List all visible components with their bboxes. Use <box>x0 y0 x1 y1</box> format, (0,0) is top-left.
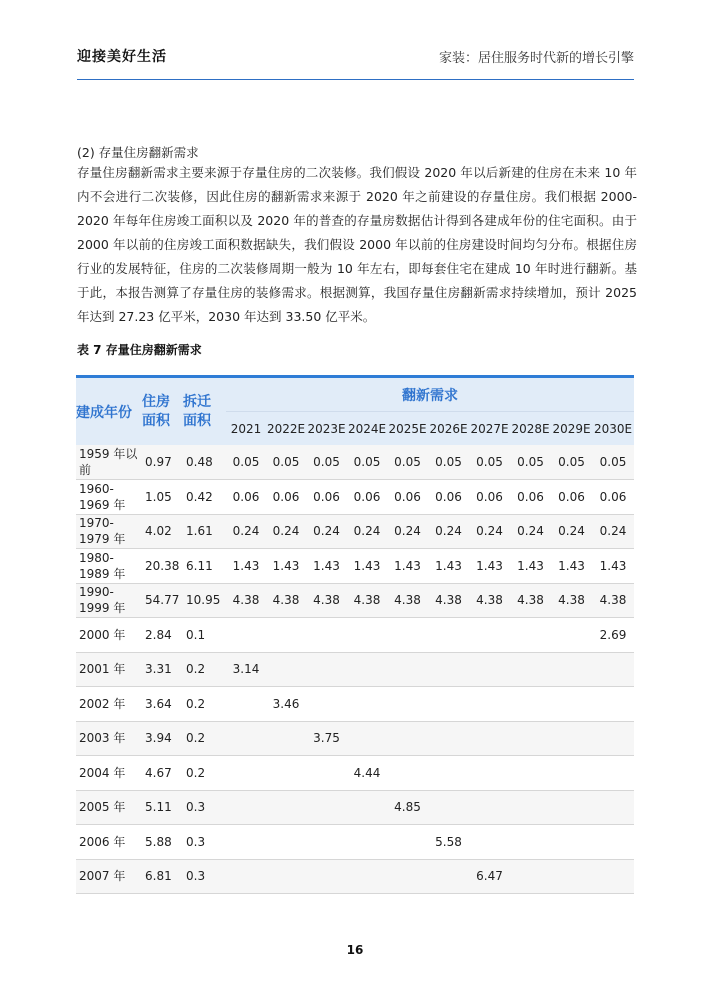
row-demand-cell <box>592 790 634 825</box>
row-demand-cell <box>226 756 266 791</box>
row-demand-cell <box>428 687 469 722</box>
row-demand-cell: 0.24 <box>266 514 306 549</box>
row-demand-cell <box>551 825 592 860</box>
row-demand-cell <box>428 618 469 653</box>
table-row <box>76 687 634 722</box>
row-demand-cell <box>347 825 387 860</box>
row-demand-cell: 0.05 <box>306 445 347 480</box>
row-demand-cell: 0.05 <box>387 445 428 480</box>
row-housing-area: 6.81 <box>142 859 183 894</box>
row-demand-cell <box>510 756 551 791</box>
row-demolition-area: 0.2 <box>183 652 226 687</box>
row-build-year: 2003 年 <box>76 721 142 756</box>
row-demand-cell: 1.43 <box>226 549 266 584</box>
row-demand-cell <box>592 756 634 791</box>
row-demand-cell <box>551 859 592 894</box>
year-header-cell: 2027E <box>469 412 510 446</box>
report-section-title: 家装：居住服务时代新的增长引擎 <box>438 51 634 66</box>
row-demand-cell <box>469 687 510 722</box>
row-demand-cell: 0.24 <box>387 514 428 549</box>
row-demand-cell: 0.06 <box>226 480 266 515</box>
row-build-year: 1960-1969 年 <box>76 480 142 515</box>
row-demand-cell <box>306 652 347 687</box>
row-demand-cell: 4.85 <box>387 790 428 825</box>
row-demand-cell: 0.05 <box>510 445 551 480</box>
row-demand-cell <box>510 652 551 687</box>
row-demand-cell: 0.24 <box>226 514 266 549</box>
row-demand-cell <box>510 859 551 894</box>
row-demand-cell <box>226 687 266 722</box>
row-housing-area: 1.05 <box>142 480 183 515</box>
row-build-year: 2000 年 <box>76 618 142 653</box>
row-demand-cell: 4.38 <box>469 583 510 618</box>
row-demand-cell: 0.05 <box>469 445 510 480</box>
row-demand-cell: 0.24 <box>592 514 634 549</box>
row-demand-cell: 4.38 <box>226 583 266 618</box>
row-demolition-area: 1.61 <box>183 514 226 549</box>
row-demand-cell <box>347 721 387 756</box>
row-demolition-area: 0.1 <box>183 618 226 653</box>
row-demand-cell <box>347 652 387 687</box>
row-housing-area: 0.97 <box>142 445 183 480</box>
row-demand-cell <box>387 756 428 791</box>
row-build-year: 2005 年 <box>76 790 142 825</box>
year-header-cell: 2025E <box>387 412 428 446</box>
row-demand-cell: 4.38 <box>592 583 634 618</box>
row-demand-cell: 0.05 <box>428 445 469 480</box>
row-demand-cell <box>226 825 266 860</box>
row-demand-cell <box>510 721 551 756</box>
row-demolition-area: 0.2 <box>183 721 226 756</box>
row-demolition-area: 0.42 <box>183 480 226 515</box>
row-demand-cell <box>306 790 347 825</box>
table-body <box>76 445 634 894</box>
row-demand-cell <box>551 756 592 791</box>
row-build-year: 1970-1979 年 <box>76 514 142 549</box>
row-demand-cell: 0.06 <box>592 480 634 515</box>
row-demand-cell <box>592 652 634 687</box>
row-demand-cell <box>551 790 592 825</box>
row-demand-cell: 4.44 <box>347 756 387 791</box>
header-divider <box>77 79 634 80</box>
row-demand-cell: 3.46 <box>266 687 306 722</box>
header-demolition-area <box>183 377 226 446</box>
row-demand-cell <box>469 618 510 653</box>
row-demand-cell: 5.58 <box>428 825 469 860</box>
table-row <box>76 790 634 825</box>
row-demand-cell: 0.06 <box>347 480 387 515</box>
row-demand-cell <box>266 859 306 894</box>
row-demand-cell <box>510 790 551 825</box>
row-housing-area: 20.38 <box>142 549 183 584</box>
row-build-year: 1959 年以前 <box>76 445 142 480</box>
row-demand-cell: 3.14 <box>226 652 266 687</box>
row-housing-area: 3.31 <box>142 652 183 687</box>
row-demand-cell <box>469 825 510 860</box>
row-build-year: 2001 年 <box>76 652 142 687</box>
row-build-year: 2002 年 <box>76 687 142 722</box>
row-demand-cell <box>306 687 347 722</box>
table-row <box>76 480 634 515</box>
row-housing-area: 3.64 <box>142 687 183 722</box>
row-demand-cell <box>510 825 551 860</box>
row-demand-cell: 1.43 <box>510 549 551 584</box>
row-demand-cell: 0.05 <box>592 445 634 480</box>
row-demand-cell: 0.05 <box>266 445 306 480</box>
row-demand-cell: 0.24 <box>306 514 347 549</box>
row-demand-cell <box>347 790 387 825</box>
row-demand-cell <box>469 790 510 825</box>
row-demand-cell <box>469 721 510 756</box>
row-housing-area: 4.02 <box>142 514 183 549</box>
row-demand-cell: 3.75 <box>306 721 347 756</box>
year-header-cell: 2024E <box>347 412 387 446</box>
row-demand-cell <box>387 825 428 860</box>
row-demand-cell <box>469 652 510 687</box>
row-demand-cell <box>266 721 306 756</box>
row-housing-area: 3.94 <box>142 721 183 756</box>
row-demand-cell: 0.06 <box>469 480 510 515</box>
row-demand-cell <box>226 618 266 653</box>
row-demand-cell: 1.43 <box>387 549 428 584</box>
row-demand-cell <box>592 825 634 860</box>
row-demand-cell <box>266 618 306 653</box>
row-demand-cell <box>226 790 266 825</box>
row-demand-cell: 4.38 <box>387 583 428 618</box>
row-demand-cell: 4.38 <box>347 583 387 618</box>
row-demand-cell <box>551 721 592 756</box>
row-housing-area: 5.11 <box>142 790 183 825</box>
year-header-cell: 2028E <box>510 412 551 446</box>
row-demolition-area: 0.2 <box>183 687 226 722</box>
row-demolition-area: 0.3 <box>183 825 226 860</box>
row-demand-cell: 0.05 <box>551 445 592 480</box>
row-demand-cell <box>347 859 387 894</box>
row-build-year: 2004 年 <box>76 756 142 791</box>
year-header-cell: 2021 <box>226 412 266 446</box>
row-demand-cell <box>592 687 634 722</box>
row-demand-cell <box>266 756 306 791</box>
row-demolition-area: 0.3 <box>183 859 226 894</box>
table-row <box>76 756 634 791</box>
row-demand-cell: 0.05 <box>347 445 387 480</box>
year-header-cell: 2023E <box>306 412 347 446</box>
row-demolition-area: 0.3 <box>183 790 226 825</box>
row-demand-cell <box>387 859 428 894</box>
table-row <box>76 825 634 860</box>
year-header-cell: 2022E <box>266 412 306 446</box>
row-demand-cell <box>306 859 347 894</box>
row-demand-cell <box>266 790 306 825</box>
row-build-year: 2006 年 <box>76 825 142 860</box>
body-paragraph: 存量住房翻新需求主要来源于存量住房的二次装修。我们假设 2020 年以后新建的住房在未来 10 年内不会进行二次装修，因此住房的翻新需求来源于 2020 年之前建设的存量住房。我们根据 2000-2020 年每年住房竣工面积以及 2020 年的普查的存量房数据估计得到各建成年份的住宅面积。由于 2000 年以前的住房竣工面积数据缺失，我们假设 2000 年以前的住房建设时间均匀分布。根据住房行业的发展特征，住房的二次装修周期一般为 10 年左右，即每套住宅在建成 10 年时进行翻新。基于此，本报告测算了存量住房的装修需求。根据测算，我国存量住房翻新需求持续增加，预计 2025 年达到 27.23 亿平米，2030 年达到 33.50 亿平米。 <box>77 165 637 324</box>
row-demand-cell: 0.05 <box>226 445 266 480</box>
row-demand-cell <box>347 618 387 653</box>
row-demand-cell: 1.43 <box>306 549 347 584</box>
header-build-year: 建成年份 <box>76 377 142 446</box>
row-demand-cell <box>428 859 469 894</box>
table-caption: 表 7 存量住房翻新需求 <box>77 343 202 357</box>
row-housing-area: 54.77 <box>142 583 183 618</box>
subsection-heading: (2) 存量住房翻新需求 <box>77 145 199 160</box>
row-demand-cell: 0.24 <box>551 514 592 549</box>
row-demand-cell <box>592 859 634 894</box>
row-demand-cell <box>428 721 469 756</box>
row-demand-cell <box>551 687 592 722</box>
row-demand-cell <box>469 756 510 791</box>
header-renovation-demand: 翻新需求 <box>226 377 634 412</box>
row-demand-cell <box>347 687 387 722</box>
row-demand-cell: 4.38 <box>428 583 469 618</box>
row-demand-cell: 4.38 <box>306 583 347 618</box>
row-housing-area: 4.67 <box>142 756 183 791</box>
row-demolition-area: 6.11 <box>183 549 226 584</box>
table-row <box>76 445 634 480</box>
row-demand-cell: 0.06 <box>551 480 592 515</box>
row-demand-cell <box>428 652 469 687</box>
row-demand-cell: 0.06 <box>387 480 428 515</box>
row-demand-cell: 2.69 <box>592 618 634 653</box>
table-row <box>76 652 634 687</box>
year-header-cell: 2030E <box>592 412 634 446</box>
row-demand-cell <box>306 825 347 860</box>
table-row <box>76 721 634 756</box>
row-demand-cell: 0.24 <box>428 514 469 549</box>
row-demand-cell: 0.24 <box>469 514 510 549</box>
table-row <box>76 618 634 653</box>
row-demand-cell <box>306 618 347 653</box>
row-demand-cell <box>226 859 266 894</box>
row-demand-cell: 6.47 <box>469 859 510 894</box>
row-demand-cell: 1.43 <box>266 549 306 584</box>
row-demand-cell <box>226 721 266 756</box>
row-demolition-area: 0.48 <box>183 445 226 480</box>
row-demand-cell: 4.38 <box>510 583 551 618</box>
row-demand-cell <box>387 652 428 687</box>
row-demand-cell <box>266 652 306 687</box>
header-demolition-area-text: 拆迁面积 <box>183 393 211 429</box>
row-demand-cell: 4.38 <box>266 583 306 618</box>
row-demand-cell: 0.06 <box>266 480 306 515</box>
table-row <box>76 583 634 618</box>
row-demand-cell: 0.24 <box>347 514 387 549</box>
row-demand-cell <box>306 756 347 791</box>
row-demolition-area: 10.95 <box>183 583 226 618</box>
row-demand-cell <box>551 652 592 687</box>
table-row <box>76 514 634 549</box>
page-number: 16 <box>346 943 364 957</box>
row-demand-cell: 1.43 <box>592 549 634 584</box>
year-header-cell: 2029E <box>551 412 592 446</box>
row-demand-cell <box>387 687 428 722</box>
report-brand-title: 迎接美好生活 <box>77 49 167 65</box>
header-housing-area-text: 住房面积 <box>142 393 170 429</box>
row-demand-cell <box>592 721 634 756</box>
row-demand-cell <box>387 618 428 653</box>
row-build-year: 1990-1999 年 <box>76 583 142 618</box>
row-housing-area: 2.84 <box>142 618 183 653</box>
row-housing-area: 5.88 <box>142 825 183 860</box>
row-demand-cell <box>266 825 306 860</box>
row-demand-cell: 4.38 <box>551 583 592 618</box>
row-demand-cell <box>428 790 469 825</box>
row-demand-cell: 1.43 <box>428 549 469 584</box>
row-demand-cell: 1.43 <box>551 549 592 584</box>
table-row <box>76 549 634 584</box>
row-build-year: 2007 年 <box>76 859 142 894</box>
row-demolition-area: 0.2 <box>183 756 226 791</box>
row-demand-cell <box>387 721 428 756</box>
row-demand-cell: 0.24 <box>510 514 551 549</box>
table-row <box>76 859 634 894</box>
row-demand-cell <box>510 687 551 722</box>
renovation-demand-table <box>76 375 634 894</box>
header-housing-area <box>142 377 183 446</box>
row-demand-cell <box>551 618 592 653</box>
row-demand-cell: 0.06 <box>510 480 551 515</box>
row-demand-cell: 1.43 <box>469 549 510 584</box>
row-demand-cell: 0.06 <box>306 480 347 515</box>
year-header-cell: 2026E <box>428 412 469 446</box>
row-demand-cell <box>510 618 551 653</box>
row-demand-cell: 1.43 <box>347 549 387 584</box>
row-build-year: 1980-1989 年 <box>76 549 142 584</box>
row-demand-cell: 0.06 <box>428 480 469 515</box>
row-demand-cell <box>428 756 469 791</box>
